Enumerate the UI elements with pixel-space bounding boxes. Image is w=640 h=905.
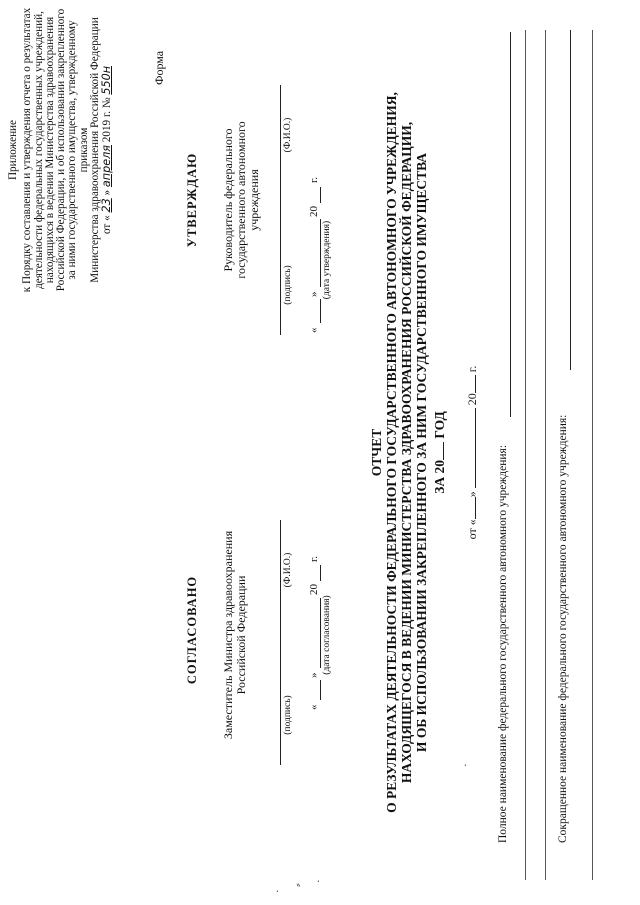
appendix-date-month: апреля	[100, 145, 114, 188]
agreed-date-close: »	[308, 672, 320, 678]
report-title-line2: НАХОДЯЩЕГОСЯ В ВЕДЕНИИ МИНИСТЕРСТВА ЗДРАВООХРАНЕНИЯ РОССИЙСКОЙ ФЕДЕРАЦИИ,	[399, 121, 414, 784]
approved-date-close: »	[308, 291, 320, 297]
appendix-line: деятельности федеральных государственных учреждений,	[32, 11, 45, 289]
approved-date-year: 20	[308, 206, 320, 217]
appendix-line: за ними государственного имущества, утвержденному приказом	[66, 20, 90, 280]
agreed-sign-label: (подпись)	[283, 695, 293, 735]
appendix-date-day: 23	[100, 198, 114, 213]
agreed-date-label: (дата согласования)	[322, 595, 332, 675]
agreed-month-line	[320, 598, 321, 668]
approved-sign-line	[280, 85, 281, 335]
approved-sign-label: (подпись)	[283, 265, 293, 305]
report-date-close: »	[465, 491, 479, 498]
appendix-line: Российской Федерации, и об использовании закрепленного	[55, 8, 68, 292]
agreed-name-label: (Ф.И.О.)	[283, 552, 293, 588]
report-title-line1: О РЕЗУЛЬТАТАХ ДЕЯТЕЛЬНОСТИ ФЕДЕРАЛЬНОГО ГОСУДАРСТВЕННОГО АВТОНОМНОГО УЧРЕЖДЕНИЯ,	[384, 92, 399, 813]
full-name-rule-1	[525, 30, 526, 880]
appendix-line: находящихся в ведении Министерства здравоохранения	[43, 16, 56, 284]
appendix-date-year: 2019 г. №	[101, 97, 114, 143]
approved-month-line	[320, 219, 321, 287]
report-year-suffix: ГОД	[432, 411, 447, 439]
scan-speck: ·	[272, 889, 284, 893]
agreed-date-suffix: г.	[308, 555, 320, 562]
approved-date-suffix: г.	[308, 176, 320, 183]
appendix-date-prefix: от «	[101, 215, 114, 235]
approved-date-open: «	[308, 327, 320, 333]
approved-name-label: (Ф.И.О.)	[283, 117, 293, 153]
appendix-line: к Порядку составления и утверждения отчета о результатах	[21, 7, 34, 293]
approved-date-label: (дата утверждения)	[322, 220, 332, 300]
agreed-date-year: 20	[308, 584, 320, 595]
report-date-line	[465, 0, 480, 905]
agreed-day-line	[320, 680, 321, 700]
short-name-fill-line	[570, 30, 571, 370]
appendix-title: Приложение	[7, 119, 19, 181]
scan-speck: ·	[313, 879, 325, 883]
appendix-line: Министерства здравоохранения Российской Федерации	[89, 17, 102, 283]
report-year-line	[432, 0, 448, 905]
approved-position: Руководитель федерального государственного автономного учреждения	[221, 121, 261, 279]
report-year-prefix: ЗА 20	[432, 460, 447, 494]
agreed-sign-line	[280, 520, 281, 765]
appendix-date-mid: »	[101, 189, 114, 196]
appendix-order-number: 550н	[100, 65, 114, 95]
report-date-year: 20	[465, 393, 479, 406]
full-name-fill-line	[510, 32, 511, 417]
agreed-header: СОГЛАСОВАНО	[185, 575, 199, 685]
full-name-label: Полное наименование федерального государственного автономного учреждения:	[497, 444, 509, 843]
agreed-date-open: «	[308, 704, 320, 710]
approved-day-line	[320, 299, 321, 323]
short-name-label: Сокращенное наименование федерального государственного автономного учреждения:	[557, 414, 569, 843]
agreed-year-line	[320, 565, 321, 581]
report-date-prefix: от «	[465, 519, 479, 540]
agreed-position: Заместитель Министра здравоохранения Российской Федерации	[221, 530, 248, 740]
report-title-line3: И ОБ ИСПОЛЬЗОВАНИИ ЗАКРЕПЛЕННОГО ЗА НИМ ГОСУДАРСТВЕННОГО ИМУЩЕСТВА	[414, 152, 429, 753]
full-name-rule-2	[545, 30, 546, 880]
short-name-rule	[592, 30, 593, 880]
report-date-suffix: г.	[465, 365, 479, 373]
scan-speck: ⸗	[292, 883, 304, 887]
scan-speck: ·	[460, 763, 472, 767]
form-label: Форма	[152, 50, 166, 85]
report-heading: ОТЧЕТ	[369, 428, 384, 477]
appendix-block	[8, 5, 114, 295]
approved-header: УТВЕРЖДАЮ	[185, 152, 199, 248]
appendix-date-line	[101, 5, 113, 295]
approved-year-line	[320, 187, 321, 203]
